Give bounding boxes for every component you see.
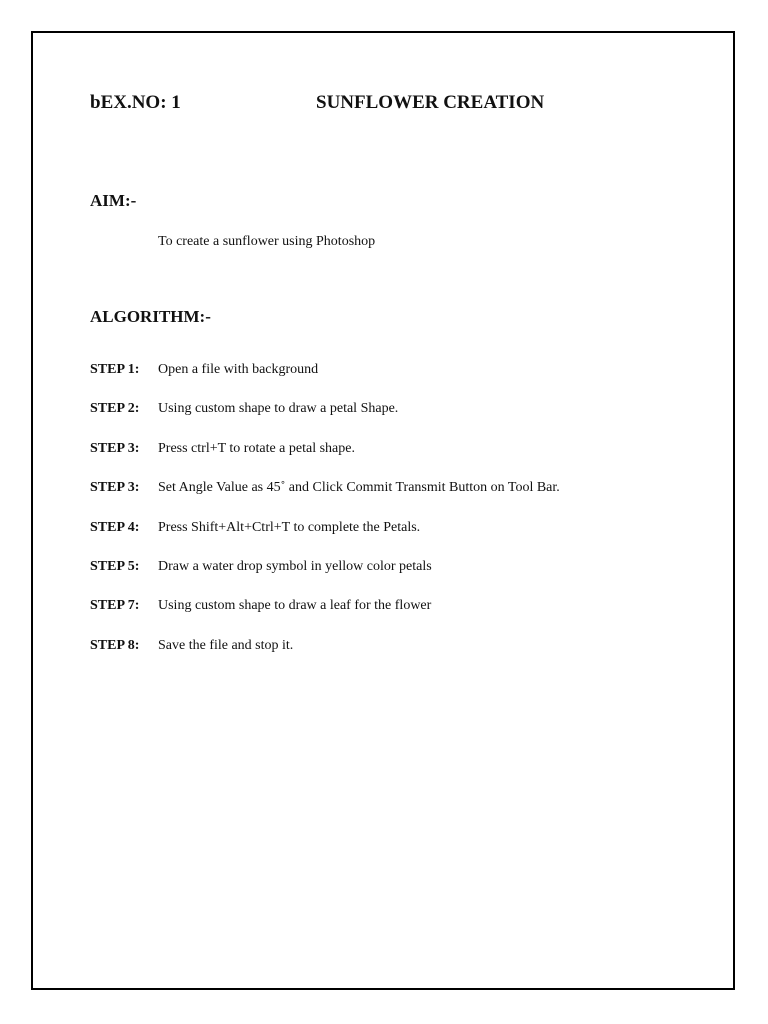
step-item xyxy=(90,401,560,440)
aim-heading: AIM:- xyxy=(90,191,137,210)
step-text: Press ctrl+T to rotate a petal shape. xyxy=(158,440,355,456)
step-item xyxy=(90,638,560,677)
step-text: Save the file and stop it. xyxy=(158,637,294,653)
step-label: STEP 2: xyxy=(90,401,140,417)
step-label: STEP 1: xyxy=(90,362,140,377)
aim-text: To create a sunflower using Photoshop xyxy=(158,234,376,249)
document-title: SUNFLOWER CREATION xyxy=(316,92,545,113)
exercise-number: bEX.NO: 1 xyxy=(90,92,181,113)
step-item xyxy=(90,559,560,598)
step-text: Set Angle Value as 45˚ and Click Commit Transmit Button on Tool Bar. xyxy=(158,480,560,496)
step-item xyxy=(90,480,560,519)
step-label: STEP 8: xyxy=(90,637,140,653)
step-text: Using custom shape to draw a leaf for the flower xyxy=(158,598,432,614)
step-item xyxy=(90,362,560,401)
algorithm-heading: ALGORITHM:- xyxy=(90,307,211,326)
step-label: STEP 4: xyxy=(90,519,140,535)
step-label: STEP 5: xyxy=(90,558,140,574)
step-text: Open a file with background xyxy=(158,362,319,377)
algorithm-steps xyxy=(90,362,560,677)
step-item xyxy=(90,520,560,559)
document-header xyxy=(90,92,690,118)
step-item xyxy=(90,598,560,637)
step-text: Press Shift+Alt+Ctrl+T to complete the Petals. xyxy=(158,519,421,535)
step-label: STEP 3: xyxy=(90,440,140,456)
step-label: STEP 3: xyxy=(90,480,140,496)
step-text: Draw a water drop symbol in yellow color petals xyxy=(158,558,432,574)
step-label: STEP 7: xyxy=(90,598,140,614)
step-item xyxy=(90,441,560,480)
step-text: Using custom shape to draw a petal Shape. xyxy=(158,401,399,417)
